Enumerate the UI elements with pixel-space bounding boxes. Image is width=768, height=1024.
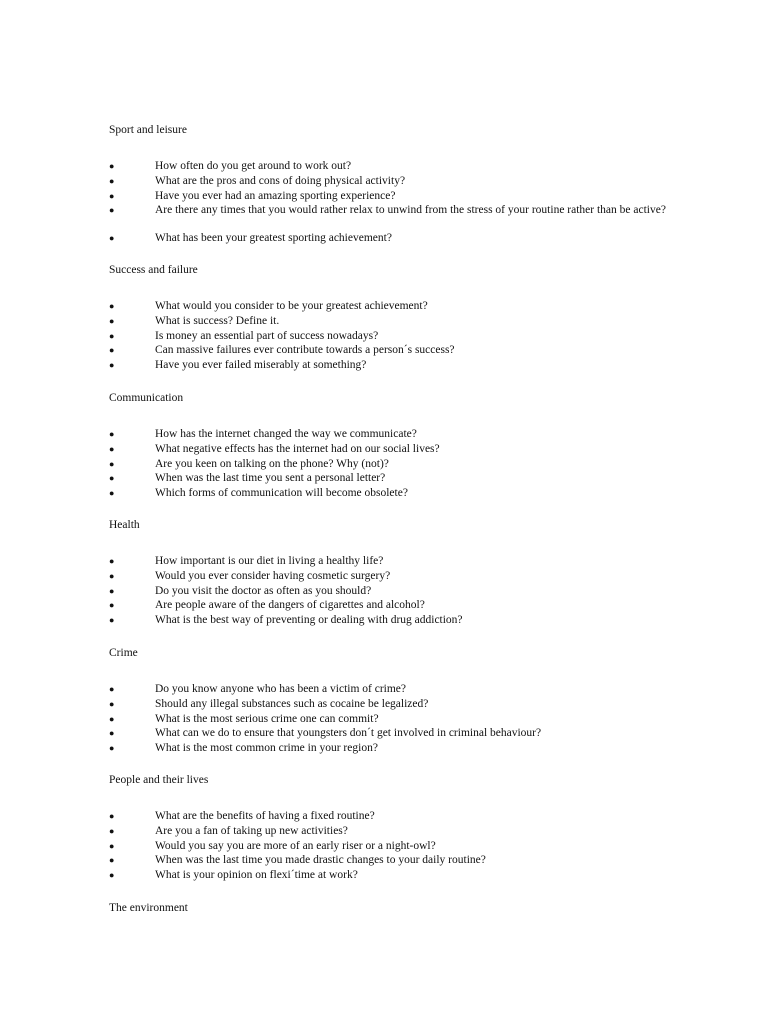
question-text: Can massive failures ever contribute towards a person´s success? [155,344,455,357]
question-item [109,697,669,712]
bullet-icon: ● [109,825,115,836]
question-text: Should any illegal substances such as cocaine be legalized? [155,697,429,710]
bullet-icon: ● [109,345,115,356]
section-heading: Crime [109,647,138,659]
question-item [109,231,669,246]
bullet-icon: ● [109,315,115,326]
question-text: Have you ever had an amazing sporting experience? [155,189,396,202]
question-item [109,329,669,344]
question-item [109,427,669,442]
question-item [109,343,669,358]
question-item [109,203,669,218]
bullet-icon: ● [109,443,115,454]
bullet-icon: ● [109,684,115,694]
question-item [109,486,669,501]
question-text: Which forms of communication will become obsolete? [155,487,408,500]
question-item [109,824,669,839]
bullet-icon: ● [109,233,115,244]
question-item [109,159,669,174]
bullet-icon: ● [109,743,115,754]
question-item [109,853,669,868]
question-item [109,569,669,584]
question-text: How often do you get around to work out? [155,160,352,172]
question-text: How important is our diet in living a healthy life? [155,555,384,567]
bullet-icon: ● [109,870,115,881]
bullet-icon: ● [109,600,115,611]
question-text: Do you visit the doctor as often as you should? [155,584,372,597]
bullet-icon: ● [109,458,115,469]
question-item [109,598,669,613]
bullet-icon: ● [109,473,115,484]
question-text: Are you keen on talking on the phone? Why (not)? [155,457,389,470]
question-item [109,839,669,854]
section-heading: People and their lives [109,774,209,786]
question-item [109,868,669,883]
bullet-icon: ● [109,698,115,709]
section-heading: Success and failure [109,264,198,276]
question-text: Are you a fan of taking up new activities? [155,824,348,837]
bullet-icon: ● [109,190,115,201]
section-heading: Communication [109,392,184,404]
question-text: What would you consider to be your greatest achievement? [155,300,428,312]
question-text: What is success? Define it. [155,314,280,327]
question-text: What can we do to ensure that youngsters don´t get involved in criminal behaviour? [155,727,542,740]
bullet-icon: ● [109,615,115,626]
question-text: When was the last time you made drastic changes to your daily routine? [155,854,486,867]
question-text: What is the most common crime in your region? [155,742,378,755]
bullet-icon: ● [109,585,115,596]
question-text: What negative effects has the internet had on our social lives? [155,442,440,455]
question-item [109,584,669,599]
bullet-icon: ● [109,488,115,499]
bullet-icon: ● [109,713,115,724]
section-heading: Health [109,519,140,531]
question-item [109,613,669,628]
bullet-icon: ● [109,556,115,566]
question-text: Is money an essential part of success nowadays? [155,329,379,342]
bullet-icon: ● [109,570,115,581]
question-text: What are the benefits of having a fixed routine? [155,810,375,822]
question-text: What is the most serious crime one can commit? [155,712,379,725]
question-text: When was the last time you sent a personal letter? [155,472,386,485]
bullet-icon: ● [109,840,115,851]
question-text: Would you say you are more of an early riser or a night-owl? [155,839,436,852]
question-item [109,741,669,756]
question-item [109,457,669,472]
question-item [109,712,669,727]
question-text: What has been your greatest sporting achievement? [155,232,392,245]
question-text: What are the pros and cons of doing physical activity? [155,174,406,187]
question-item [109,299,669,314]
question-text: Are there any times that you would rather relax to unwind from the stress of your routine rather than be active? [155,204,666,217]
question-item [109,174,669,189]
question-text: Would you ever consider having cosmetic surgery? [155,569,391,582]
question-item [109,314,669,329]
question-text: What is the best way of preventing or dealing with drug addiction? [155,614,463,627]
question-text: Do you know anyone who has been a victim of crime? [155,683,407,695]
bullet-icon: ● [109,301,115,311]
bullet-icon: ● [109,728,115,739]
question-text: Have you ever failed miserably at something? [155,359,367,372]
question-text: How has the internet changed the way we communicate? [155,428,417,440]
bullet-icon: ● [109,161,115,171]
question-item [109,554,669,569]
question-item [109,471,669,486]
bullet-icon: ● [109,855,115,866]
question-item [109,682,669,697]
question-text: Are people aware of the dangers of cigarettes and alcohol? [155,599,425,612]
question-item [109,189,669,204]
bullet-icon: ● [109,330,115,341]
question-item [109,358,669,373]
section-heading: Sport and leisure [109,124,187,136]
question-text: What is your opinion on flexi´time at work? [155,869,358,882]
bullet-icon: ● [109,360,115,371]
question-item [109,809,669,824]
question-item [109,726,669,741]
bullet-icon: ● [109,429,115,439]
bullet-icon: ● [109,175,115,186]
section-heading: The environment [109,902,188,914]
bullet-icon: ● [109,205,115,216]
bullet-icon: ● [109,811,115,821]
question-item [109,442,669,457]
